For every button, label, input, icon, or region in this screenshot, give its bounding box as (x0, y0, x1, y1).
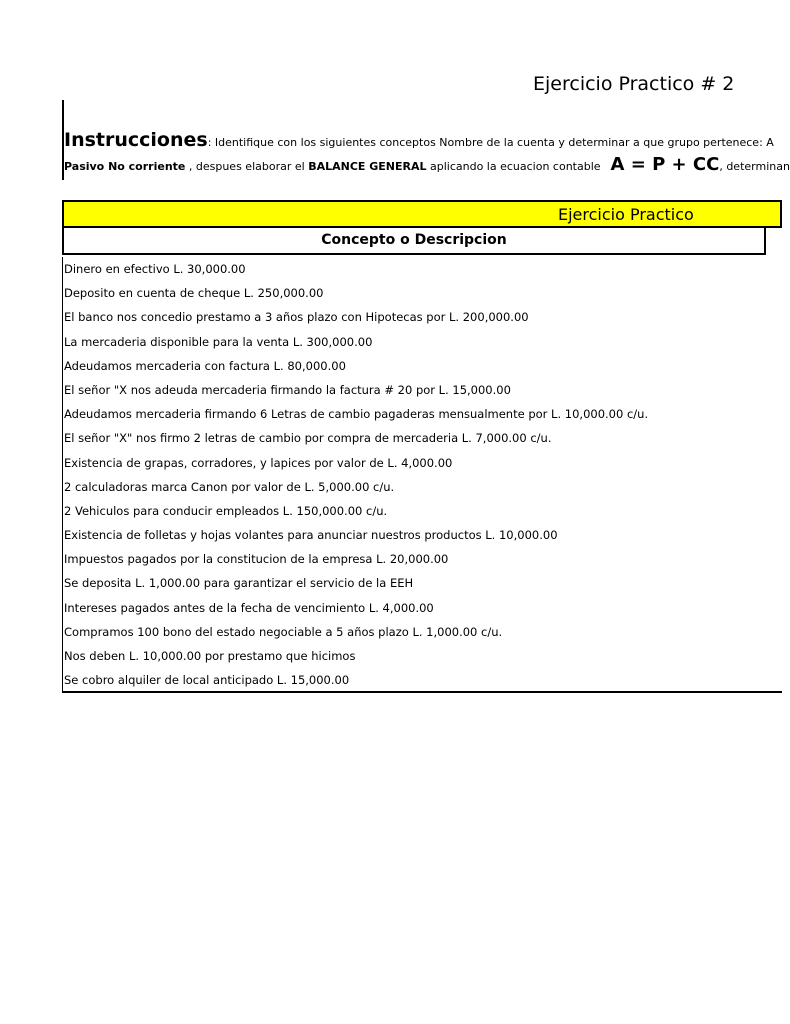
instructions-term-pasivo: Pasivo No corriente (64, 160, 186, 173)
instructions-heading: Instrucciones (64, 129, 208, 151)
table-row[interactable]: Se cobro alquiler de local anticipado L. 15,000.00 (64, 673, 350, 688)
table-row[interactable]: Compramos 100 bono del estado negociable a 5 años plazo L. 1,000.00 c/u. (64, 624, 503, 639)
instructions-line-1 (64, 129, 774, 151)
accounting-equation: A = P + CC (610, 154, 720, 175)
table-row[interactable]: Deposito en cuenta de cheque L. 250,000.00 (64, 286, 324, 301)
instructions-text-after: aplicando la ecuacion contable (426, 160, 601, 173)
table-row[interactable]: Intereses pagados antes de la fecha de vencimiento L. 4,000.00 (64, 600, 434, 615)
table-row[interactable]: 2 calculadoras marca Canon por valor de L. 5,000.00 c/u. (64, 479, 395, 494)
table-row[interactable]: Existencia de folletas y hojas volantes para anunciar nuestros productos L. 10,000.00 (64, 528, 558, 543)
banner-label: Ejercicio Practico (558, 205, 694, 224)
table-row[interactable]: Adeudamos mercaderia con factura L. 80,000.00 (64, 358, 346, 373)
instructions-term-balance: BALANCE GENERAL (308, 160, 427, 173)
instructions-text: : Identifique con los siguientes conceptos Nombre de la cuenta y determinar a que grupo pertenece: A (207, 136, 774, 149)
table-row[interactable]: Adeudamos mercaderia firmando 6 Letras de cambio pagaderas mensualmente por L. 10,000.00 c/u. (64, 407, 649, 422)
table-row[interactable]: Impuestos pagados por la constitucion de la empresa L. 20,000.00 (64, 552, 449, 567)
table-row[interactable]: La mercaderia disponible para la venta L. 300,000.00 (64, 334, 373, 349)
exercise-banner (62, 200, 782, 228)
table-row[interactable]: Dinero en efectivo L. 30,000.00 (64, 262, 246, 276)
table-row[interactable]: El banco nos concedio prestamo a 3 años plazo con Hipotecas por L. 200,000.00 (64, 310, 529, 325)
column-header: Concepto o Descripcion (62, 228, 766, 255)
table-row[interactable]: El señor "X nos adeuda mercaderia firmando la factura # 20 por L. 15,000.00 (64, 382, 511, 397)
instructions-tail: , determinan (719, 160, 790, 173)
table-row[interactable]: El señor "X" nos firmo 2 letras de cambio por compra de mercaderia L. 7,000.00 c/u. (64, 431, 552, 446)
table-row[interactable]: Nos deben L. 10,000.00 por prestamo que hicimos (64, 649, 356, 663)
table-row[interactable]: Se deposita L. 1,000.00 para garantizar el servicio de la EEH (64, 576, 414, 591)
page-title: Ejercicio Practico # 2 (533, 73, 735, 95)
concept-list (62, 257, 782, 693)
table-row[interactable]: 2 Vehiculos para conducir empleados L. 150,000.00 c/u. (64, 503, 388, 518)
table-row[interactable]: Existencia de grapas, corradores, y lapices por valor de L. 4,000.00 (64, 455, 453, 470)
instructions-text-mid: , despues elaborar el (185, 160, 309, 173)
instructions-line-2 (64, 154, 790, 175)
